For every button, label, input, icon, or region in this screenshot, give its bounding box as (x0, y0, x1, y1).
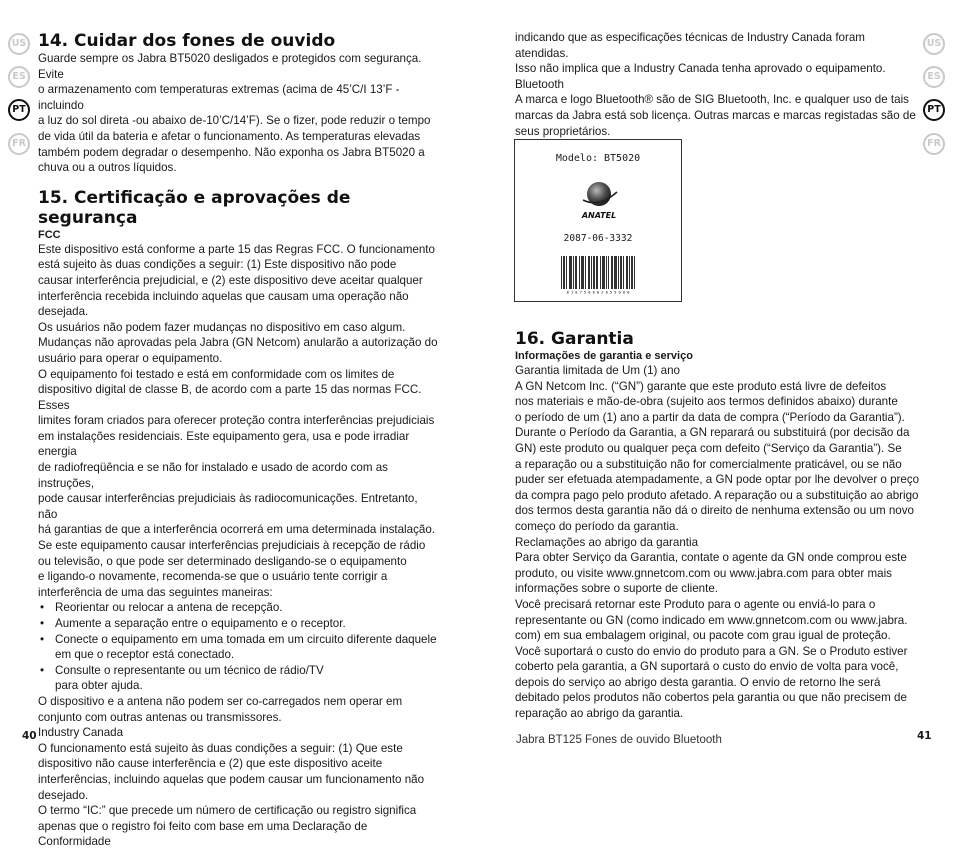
barcode-bar (575, 256, 576, 289)
warranty-subheading: Informações de garantia e serviço (515, 350, 693, 362)
right-top-text (515, 30, 920, 139)
text-line: Você suportará o custo do envio do produto para a GN. Se o Produto estiver (515, 644, 908, 658)
text-line: dispositivo digital de classe B, de acordo com a parte 15 das normas FCC. Esses (38, 383, 422, 412)
barcode-bar (596, 256, 597, 289)
barcode-bar (576, 256, 577, 289)
model-text: Modelo: BT5020 (555, 153, 641, 164)
section-16-title: 16. Garantia (515, 329, 634, 349)
barcode-bar (563, 256, 564, 289)
text-line: interferência de uma das seguintes maneiras: (38, 585, 273, 599)
text-line: Reclamações ao abrigo da garantia (515, 535, 699, 549)
text-line: Garantia limitada de Um (1) ano (515, 364, 680, 377)
anatel-number: 2087-06-3332 (563, 233, 633, 244)
barcode-bar (623, 256, 624, 289)
section-14-title: 14. Cuidar dos fones de ouvido (38, 31, 336, 51)
text-line: apenas que o registro foi feito com base em uma Declaração de Conformidade (38, 819, 368, 849)
section-16 (515, 329, 920, 722)
list-item: • Reorientar ou relocar a antena de recepção. (38, 600, 440, 616)
text-line: produto, ou visite www.gnnetcom.com ou www.jabra.com para obter mais (515, 566, 892, 580)
text-line: ou televisão, o que pode ser determinado desligando-se o equipamento (38, 554, 407, 568)
anatel-wordmark: ANATEL (581, 211, 617, 220)
barcode-bar (564, 256, 565, 289)
text-line: debitado pelos produtos não cobertos pela garantia ou que não precisem de (515, 691, 907, 705)
barcode-bar (626, 256, 627, 289)
text-line: da compra pago pelo produto afetado. A reparação ou a substituição ao abrigo (515, 488, 919, 502)
text-line: marcas da Jabra está sob licença. Outras marcas e marcas registadas são de (515, 108, 916, 122)
anatel-certification-label (514, 139, 682, 302)
text-line: o período de um (1) ano a partir da data de compra (“Período da Garantia”). (515, 410, 905, 424)
section-14-body (38, 51, 440, 176)
lang-tab-es[interactable]: ES (8, 66, 30, 88)
section-15-body (38, 242, 440, 850)
text-line: Você precisará retornar este Produto para o agente ou enviá-lo para o (515, 597, 876, 611)
page-footer: Jabra BT125 Fones de ouvido Bluetooth (516, 734, 722, 746)
text-line: depois do serviço ao abrigo desta garantia. O envio de retorno lhe será (515, 675, 881, 689)
text-line: usuário para operar o equipamento. (38, 351, 223, 365)
list-item: • Aumente a separação entre o equipamento e o receptor. (38, 616, 440, 632)
text-line: A marca e logo Bluetooth® são de SIG Bluetooth, Inc. e qualquer uso de tais (515, 93, 909, 107)
barcode-bar (585, 256, 586, 289)
barcode-bar (602, 256, 603, 289)
text-line: O termo “IC:” que precede um número de certificação ou registro significa (38, 804, 417, 818)
text-line: e ligando-o novamente, recomenda-se que o usuário tente corrigir a (38, 570, 388, 584)
list-item: • Consulte o representante ou um técnico de rádio/TV para obter ajuda. (38, 663, 440, 694)
text-line: Para obter Serviço da Garantia, contate o agente da GN onde comprou este (515, 551, 907, 565)
text-line: Os usuários não podem fazer mudanças no dispositivo em caso algum. (38, 320, 406, 334)
barcode-bar (597, 256, 598, 289)
barcode-bar (620, 256, 621, 289)
text-line: pode causar interferências prejudiciais às radiocomunicações. Entretanto, não (38, 492, 418, 521)
barcode-bar (627, 256, 628, 289)
barcode-bar (588, 256, 589, 289)
text-line: reparação ao abrigo da garantia. (515, 707, 684, 721)
barcode-bar (631, 256, 632, 289)
text-line: Industry Canada (38, 726, 124, 740)
barcode-bar (621, 256, 622, 289)
barcode-bar (606, 256, 607, 289)
text-line: nos materiais e mão-de-obra (sujeito aos termos definidos abaixo) durante (515, 395, 898, 409)
barcode-bar (570, 256, 571, 289)
barcode-bar (581, 256, 582, 289)
text-line: Este dispositivo está conforme a parte 15 das Regras FCC. O funcionamento (38, 242, 435, 256)
barcode-bar (615, 256, 616, 289)
barcode-bar (579, 256, 580, 289)
lang-tab-es[interactable]: ES (923, 66, 945, 88)
text-line: A GN Netcom Inc. (“GN”) garante que este produto está livre de defeitos (515, 379, 887, 393)
barcode-bar (571, 256, 572, 289)
barcode-bar (589, 256, 590, 289)
section-16-body (515, 363, 920, 722)
barcode-bar (582, 256, 583, 289)
barcode-bar (573, 256, 574, 289)
text-line: informações sobre o suporte de cliente. (515, 582, 719, 596)
text-line: de vida útil da bateria e afetar o funcionamento. As temperaturas elevadas (38, 129, 421, 143)
text-line: há garantias de que a interferência ocorrerá em uma determinada instalação. (38, 523, 435, 537)
text-line: Guarde sempre os Jabra BT5020 desligados e protegidos com segurança. Evite (38, 52, 422, 81)
text-line: dispositivo não cause interferência e (2) que este dispositivo aceite (38, 757, 383, 771)
interference-remedy-list (38, 600, 440, 694)
barcode-digits: 8 1 0 7 5 0 0 0 2 0 5 5 0 0 0 (566, 290, 630, 295)
text-line: representante ou GN (como indicado em www.gnnetcom.com ou www.jabra. (515, 613, 908, 627)
barcode-bar (600, 256, 601, 289)
text-line: Se este equipamento causar interferências prejudiciais à recepção de rádio (38, 539, 426, 553)
text-line: a luz do sol direta -ou abaixo de-10’C/14’F). Se o fizer, pode reduzir o tempo (38, 114, 431, 128)
text-line: também podem degradar o desempenho. Não exponha os Jabra BT5020 a (38, 145, 425, 159)
text-line: dos termos desta garantia não dá o direito de nenhuma extensão ou um novo (515, 504, 914, 518)
anatel-logo-icon (577, 178, 621, 222)
text-line: O equipamento foi testado e está em conformidade com os limites de (38, 367, 395, 381)
page-number-right: 41 (917, 730, 932, 742)
text-line: Bluetooth (515, 77, 564, 91)
text-line: coberto pela garantia, a GN suportará o custo do envio de volta para você, (515, 660, 899, 674)
barcode-bar (616, 256, 617, 289)
barcode-bar (604, 256, 605, 289)
fcc-subheading: FCC (38, 228, 61, 241)
barcode-bar (614, 256, 615, 289)
text-line: Durante o Período da Garantia, a GN reparará ou substituirá (por decisão da (515, 426, 910, 440)
barcode-icon (560, 255, 636, 295)
text-line: está sujeito às duas condições a seguir: (1) Este dispositivo não pode (38, 258, 397, 272)
lang-tab-us[interactable]: US (8, 33, 30, 55)
text-line: chuva ou a outros líquidos. (38, 161, 177, 175)
text-line: a reparação ou a substituição não for comercialmente praticável, ou se não (515, 457, 902, 471)
lang-tab-pt[interactable]: PT (923, 99, 945, 121)
section-15-title: 15. Certificação e aprovações de segurança (38, 187, 351, 228)
text-line: o armazenamento com temperaturas extremas (acima de 45’C/I 13’F -incluindo (38, 83, 400, 112)
text-line: seus proprietários. (515, 124, 611, 138)
barcode-bar (591, 256, 592, 289)
barcode-bar (566, 256, 567, 289)
barcode-bar (594, 256, 595, 289)
page-number-left: 40 (22, 730, 37, 742)
text-line: começo do período da garantia. (515, 519, 679, 533)
text-line: causar interferência prejudicial, e (2) este dispositivo deve aceitar qualquer (38, 273, 423, 287)
text-line: limites foram criados para oferecer proteção contra interferências prejudiciais (38, 414, 435, 428)
text-line: conjunto com outras antenas ou transmissores. (38, 710, 282, 724)
text-line: Isso não implica que a Industry Canada tenha aprovado o equipamento. (515, 62, 886, 76)
barcode-bar (629, 256, 630, 289)
list-item: • Conecte o equipamento em uma tomada em um circuito diferente daquele em que o receptor está conectado. (38, 632, 440, 663)
text-line: puder ser efetuada atempadamente, a GN pode optar por lhe devolver o preço (515, 473, 920, 487)
barcode-bar (583, 256, 584, 289)
text-line: desejada. (38, 305, 89, 319)
barcode-bar (632, 256, 633, 289)
barcode-bar (612, 256, 613, 289)
lang-tab-pt[interactable]: PT (8, 99, 30, 121)
text-line: indicando que as especificações técnicas de Industry Canada foram atendidas. (515, 31, 865, 60)
text-line: em instalações residenciais. Este equipamento gera, usa e pode irradiar energia (38, 429, 410, 459)
barcode-bar (611, 256, 612, 289)
barcode-bar (603, 256, 604, 289)
lang-tab-us[interactable]: US (923, 33, 945, 55)
barcode-bar (634, 256, 635, 289)
left-column (38, 31, 440, 850)
barcode-bar (593, 256, 594, 289)
lang-tab-fr[interactable]: FR (8, 133, 30, 155)
barcode-bar (569, 256, 570, 289)
text-line: de radiofreqüência e se não for instalado e usado de acordo com as instruções, (38, 461, 388, 490)
lang-tab-fr[interactable]: FR (923, 133, 945, 155)
text-line: desejado. (38, 788, 89, 802)
text-line: interferências, incluindo aquelas que podem causar um funcionamento não (38, 772, 425, 786)
barcode-bar (561, 256, 562, 289)
barcode-bar (618, 256, 619, 289)
text-line: GN) este produto ou qualquer peça com defeito (“Serviço da Garantia”). Se (515, 441, 902, 455)
text-line: com) em sua embalagem original, ou pacote com grau igual de proteção. (515, 629, 891, 643)
text-line: interferência recebida incluindo aquelas que causam uma operação não (38, 289, 409, 303)
text-line: O funcionamento está sujeito às duas condições a seguir: (1) Que este (38, 741, 403, 755)
text-line: O dispositivo e a antena não podem ser co-carregados nem operar em (38, 694, 403, 708)
barcode-bar (608, 256, 609, 289)
text-line: Mudanças não aprovadas pela Jabra (GN Netcom) anularão a autorização do (38, 336, 438, 350)
